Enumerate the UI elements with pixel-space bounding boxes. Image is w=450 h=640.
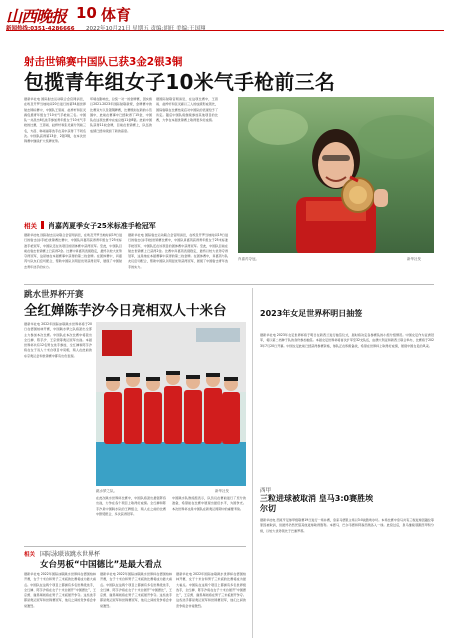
story2-photo	[238, 97, 434, 253]
diving-team-image	[96, 322, 246, 486]
story3-kicker: 跳水世界杯开赛	[24, 290, 84, 300]
sidebar1-title: 2023年女足世界杯明日抽签	[260, 309, 363, 318]
story1-column-3: 据国际射联官网消息，在这项比赛中，王思雨、赵梓轩和张灵霖以三人的成绩形成领先，国际射联在比赛结束后对中国队的表现给予了肯定。随后中国队将继续参加其他项目的比赛，力争在本届世锦赛上取得更多好成绩。	[156, 97, 218, 123]
section-divider-2	[24, 546, 246, 547]
athlete-with-medal-image	[238, 97, 434, 253]
story4-title: 女台男板“中国德比”是最大看点	[40, 560, 162, 570]
story1-column-2: 环境在影响比，总统一对一的金牌赛，因实施以2021-2023年国际射联新规，金牌赛中的比赛双方以及银铜牌赛，比赛规则在新的小范围中，此前在赛事中已经取得了15金，中国队在这项比赛中完成总数11金8银。此前中国队获得11枚金牌，目前在世锦赛上，队伍的成绩已经持续到了新的高度。	[90, 97, 152, 133]
story3-column-1: 据新华社电 2022年国际泳联跳水世界杯将于20日在德国柏林开赛，中国跳水梦之队将派出全部主力参加本次比赛。中国队在本次比赛中将派出全红婵、陈芋汐、王宗源等奥运冠军出战。本届世界杯共有12名男女选手参加，全红婵和陈芋汐将在女子双人十米台项目中亮相，两人在此前的东京奥运会和世锦赛中都有出色表现。	[24, 322, 92, 358]
story3-photo-caption: 跳水梦之队。	[96, 489, 117, 493]
sidebar2-text: 据新华社电 西班牙足球甲级联赛19日进行一场补赛，皇家马德里主场以3:0战胜埃尔切。本场比赛中皇马共有三粒进球因越位等原因被取消，但最终仍然凭借其他进球取得胜利。本德马、巴尔韦德和阿森西奥各入一球。此役过后，皇马继续领跑西甲积分榜，以较大优势领先于巴塞罗那。	[260, 518, 434, 533]
story4-kicker: 国际泳联该跳水世界杯	[40, 551, 101, 558]
page-number: 10	[76, 4, 97, 22]
story3-photo-credit: 新华社发	[215, 489, 229, 493]
section-divider	[24, 284, 434, 285]
hotline: 新闻热线:0351-4286666	[6, 26, 75, 32]
story4-column-1: 据新华社电 2022年国际泳联跳水世界杯在德国柏林开赛，女子十米台和男子三米板的比赛将成为最大看点。中国队在这两个项目上都拥有多名世界级选手，全红婵、陈芋汐将在女子十米台展开“中国德比”，王宗源、谢思埸则将在男子三米板展开争夺。这些选手都是奥运冠军和世锦赛冠军，他们之间的竞争将会非常激烈。	[24, 572, 96, 608]
story2-tag: 相关	[24, 222, 37, 230]
sidebar2-kicker: 西甲	[260, 488, 272, 494]
sidebar2-title: 三粒进球被取消 皇马3:0赛胜埃尔切	[260, 494, 374, 513]
story2-title: 肖嘉芮夏季女子25米标准手枪冠军	[48, 222, 156, 230]
divider-bar	[41, 221, 44, 229]
story4-column-2: 据新华社电 2022年国际泳联跳水世界杯在德国柏林开赛，女子十米台和男子三米板的比赛将成为最大看点。中国队在这两个项目上都拥有多名世界级选手，全红婵、陈芋汐将在女子十米台展开“中国德比”，王宗源、谢思埸则将在男子三米板展开争夺。这些选手都是奥运冠军和世锦赛冠军，他们之间的竞争将会非常激烈。	[100, 572, 172, 608]
story2-text-1: 据新华社电 国际射击运动联合会官网消息，在埃及开罗当地时间19日进行的射击(步手枪)世锦赛比赛中，中国队肖嘉芮获得青年组女子25米标准手枪冠军，中国队还在该项目的团体赛中获得冠军。至此，中国队目前在射击世锦赛上已获得2金。比赛中肖嘉芮表现稳定，最终以较大优势夺得冠军，这是她在本届赛事中获得的第二枚金牌。在团体赛中，肖嘉芮与队友们密切配合，帮助中国队以明显优势获得冠军，展现了中国射击青年选手的实力。	[24, 233, 122, 269]
story3-column-3: 中国跳水队教练组表示，队员们在赛前进行了充分的准备，希望能在比赛中展现出最佳水平，为国争光。本次世界杯也是中国队在新奥运周期中的重要考验。	[172, 496, 246, 511]
section-title: 体育	[101, 6, 132, 24]
masthead	[6, 3, 444, 31]
story4-column-3: 据新华社电 2022年国际泳联跳水世界杯在德国柏林开赛，女子十米台和男子三米板的比赛将成为最大看点。中国队在这两个项目上都拥有多名世界级选手，全红婵、陈芋汐将在女子十米台展开“中国德比”，王宗源、谢思埸则将在男子三米板展开争夺。这些选手都是奥运冠军和世锦赛冠军，他们之间的竞争将会非常激烈。	[176, 572, 246, 608]
story1-kicker: 射击世锦赛中国队已获3金2银3铜	[24, 56, 183, 68]
sidebar1-text: 据新华社电 2023年女足世界杯将于明日在新西兰进行抽签仪式，届时将决定各参赛队的小组分组情况。中国女足作为亚洲冠军，将以第二档种子队的身份参加抽签。本届女足世界杯将首次扩军至32支队伍，由澳大利亚和新西兰联合举办，比赛将于2023年7月20日开幕。中国女足此前已经获得参赛资格，球队正在积极备战，希望在世界杯上取得好成绩，展现中国女足的风采。	[260, 333, 434, 348]
story4-tag: 相关	[24, 552, 36, 558]
story3-column-2: 在此次跳水世界杯比赛中，中国队将派出最强阵容出战，力争在各个项目上取得好成绩。全红婵和陈芋汐是中国跳水队的王牌组合，两人在之前的比赛中默契配合，多次获得冠军。	[96, 496, 166, 516]
story2-photo-credit: 新华社发	[407, 257, 421, 261]
story3-photo	[96, 322, 246, 486]
story1-column-1: 据新华社电 国际射击运动联合会官网消息，在埃及开罗当地时间20日进行的第54届世界射击锦标赛中，中国队王思雨、赵梓轩和张灵霖包揽青年组女子10米气手枪前三名。中国队一共派出6名选手参加青年组女子10米气手枪的比赛，王思雨、赵梓轩和张灵霖分列前三名，方蓓、韩雨丽等选手在其中获得了不同名次。中国队获得第13金、2银3铜，在本次世锦赛中继续扩大奖牌优势。	[24, 97, 86, 144]
newspaper-logo: 山西晚报	[6, 7, 67, 26]
sidebar-divider	[252, 288, 253, 638]
story2-text-2: 据新华社电 国际射击运动联合会官网消息，在埃及开罗当地时间19日进行的射击(步手枪)世锦赛比赛中，中国队肖嘉芮获得青年组女子25米标准手枪冠军，中国队还在该项目的团体赛中获得冠军。至此，中国队目前在射击世锦赛上已获得2金。比赛中肖嘉芮表现稳定，最终以较大优势夺得冠军，这是她在本届赛事中获得的第二枚金牌。在团体赛中，肖嘉芮与队友们密切配合，帮助中国队以明显优势获得冠军，展现了中国射击青年选手的实力。	[128, 233, 228, 269]
story1-headline: 包揽青年组女子10米气手枪前三名	[24, 70, 336, 94]
story2-photo-caption: 肖嘉芮夺冠。	[238, 257, 259, 261]
story3-headline: 全红婵陈芋汐今日亮相双人十米台	[24, 303, 227, 319]
date-editor-info: 2022年10月21日 星期五 责编:胡旺 美编:王国翔	[86, 26, 206, 32]
